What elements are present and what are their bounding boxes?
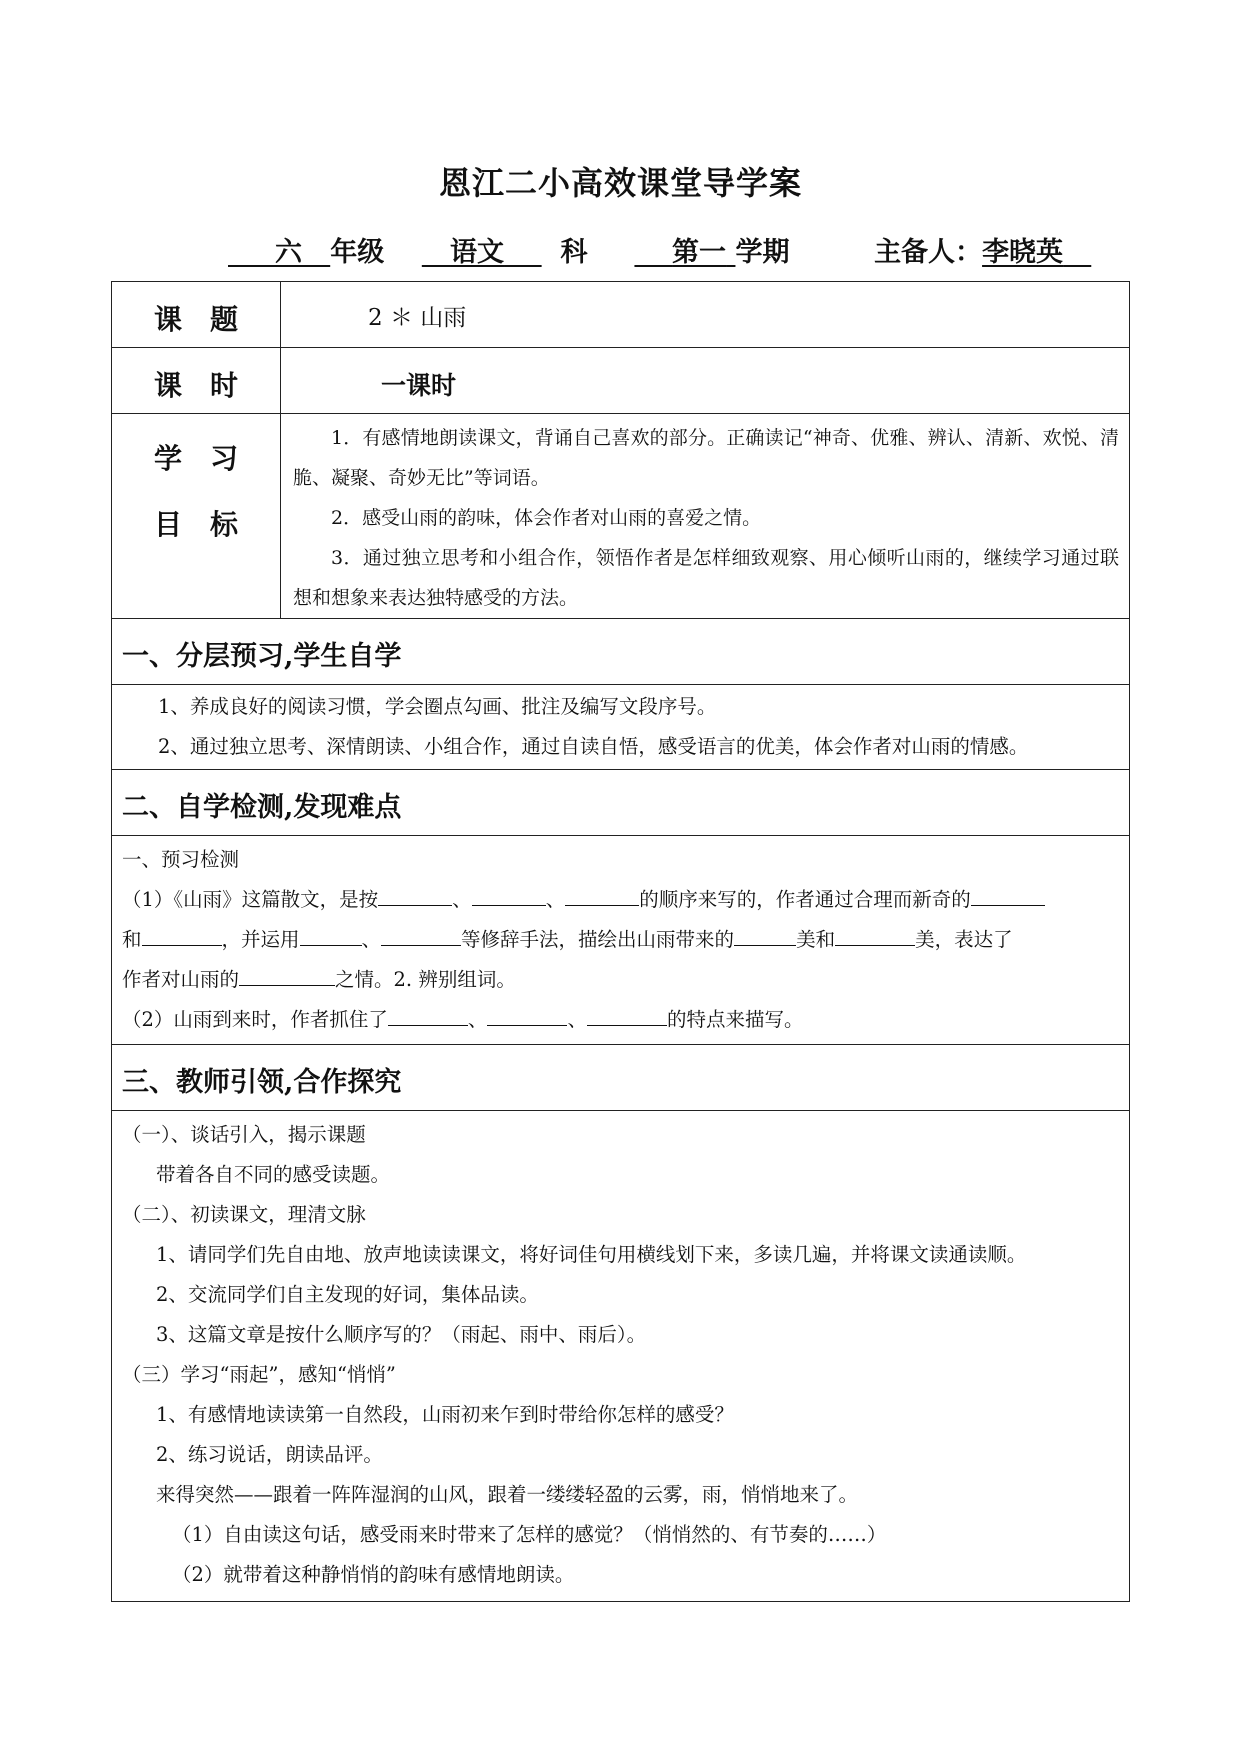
period-value-cell bbox=[281, 348, 1130, 414]
list-item: 1、请同学们先自由地、放声地读读课文，将好词佳句用横线划下来，多读几遍，并将课文读通读顺。 bbox=[156, 1243, 1027, 1266]
section1-body-row bbox=[112, 685, 1130, 770]
section1-heading-row bbox=[112, 619, 1130, 685]
term-value: 第一 bbox=[672, 237, 727, 268]
question-1-cont: 和 ，并运用 、 等修辞手法，描绘出山雨带来的 美和 美，表达了 bbox=[122, 920, 1119, 960]
list-item: 2、练习说话，朗读品评。 bbox=[156, 1443, 383, 1466]
learning-goals bbox=[281, 414, 1129, 618]
answer-blank[interactable] bbox=[472, 883, 546, 906]
grade-value: 六 bbox=[275, 237, 302, 268]
period-label-cell bbox=[112, 348, 281, 414]
list-item: （三）学习“雨起”，感知“悄悄” bbox=[122, 1363, 396, 1386]
lesson-topic: 2 ＊ 山雨 bbox=[368, 305, 467, 331]
goals-label-cell bbox=[112, 414, 281, 619]
goal-item: 1．有感情地朗读课文，背诵自己喜欢的部分。正确读记“神奇、优雅、辨认、清新、欢悦、清脆、凝聚、奇妙无比”等词语。 bbox=[293, 427, 1119, 489]
section1-body-cell bbox=[112, 685, 1130, 770]
answer-blank[interactable] bbox=[587, 1003, 667, 1026]
goals-label-2: 目标 bbox=[153, 508, 266, 541]
question-1-end: 作者对山雨的 之情。2. 辨别组词。 bbox=[122, 960, 1119, 1000]
section1-heading: 一、分层预习,学生自学 bbox=[122, 641, 402, 672]
answer-blank[interactable] bbox=[239, 963, 335, 986]
section1-heading-cell bbox=[112, 619, 1130, 685]
course-info-line bbox=[228, 230, 1091, 269]
section3-heading-cell bbox=[112, 1045, 1130, 1111]
page-title: 恩江二小高效课堂导学案 bbox=[438, 164, 802, 202]
list-item: 来得突然——跟着一阵阵湿润的山风，跟着一缕缕轻盈的云雾，雨，悄悄地来了。 bbox=[156, 1483, 859, 1506]
goal-item: 3．通过独立思考和小组合作，领悟作者是怎样细致观察、用心倾听山雨的，继续学习通过联想和想象来表达独特感受的方法。 bbox=[293, 547, 1119, 609]
answer-blank[interactable] bbox=[487, 1003, 567, 1026]
section3-heading-row bbox=[112, 1045, 1130, 1111]
topic-value-cell bbox=[281, 282, 1130, 348]
list-item: （二）、初读课文，理清文脉 bbox=[122, 1203, 366, 1226]
answer-blank[interactable] bbox=[835, 923, 915, 946]
term-label: 学期 bbox=[735, 237, 790, 268]
answer-blank[interactable] bbox=[378, 883, 452, 906]
list-item: 1、养成良好的阅读习惯，学会圈点勾画、批注及编写文段序号。 bbox=[158, 695, 717, 718]
goals-row bbox=[112, 414, 1130, 619]
answer-blank[interactable] bbox=[971, 883, 1045, 906]
author-label: 主备人： bbox=[874, 237, 983, 268]
goals-cell bbox=[281, 414, 1130, 619]
period-label: 课时 bbox=[153, 369, 266, 402]
section2-heading: 二、自学检测,发现难点 bbox=[122, 792, 402, 823]
list-item: 3、这篇文章是按什么顺序写的？（雨起、雨中、雨后）。 bbox=[156, 1323, 647, 1346]
goals-label-1: 学习 bbox=[153, 442, 266, 475]
section2-body-row bbox=[112, 836, 1130, 1045]
answer-blank[interactable] bbox=[300, 923, 362, 946]
answer-blank[interactable] bbox=[734, 923, 796, 946]
goal-item: 2．感受山雨的韵味，体会作者对山雨的喜爱之情。 bbox=[331, 507, 762, 529]
section3-body-row bbox=[112, 1111, 1130, 1602]
section3-body-cell bbox=[112, 1111, 1130, 1602]
topic-label-cell bbox=[112, 282, 281, 348]
pretest-subheading: 一、预习检测 bbox=[122, 848, 240, 871]
answer-blank[interactable] bbox=[388, 1003, 468, 1026]
period-row bbox=[112, 348, 1130, 414]
list-item: 带着各自不同的感受读题。 bbox=[156, 1163, 391, 1186]
section2-heading-row bbox=[112, 770, 1130, 836]
list-item: （1）自由读这句话，感受雨来时带来了怎样的感觉？（悄悄然的、有节奏的……） bbox=[172, 1523, 887, 1546]
section3-heading: 三、教师引领,合作探究 bbox=[122, 1067, 402, 1098]
author-value: 李晓英 bbox=[982, 237, 1064, 268]
subject-label: 科 bbox=[560, 237, 588, 268]
grade-label: 年级 bbox=[330, 237, 385, 268]
section2-heading-cell bbox=[112, 770, 1130, 836]
list-item: 2、交流同学们自主发现的好词，集体品读。 bbox=[156, 1283, 539, 1306]
answer-blank[interactable] bbox=[381, 923, 461, 946]
list-item: （2）就带着这种静悄悄的韵味有感情地朗读。 bbox=[172, 1563, 575, 1586]
topic-label: 课题 bbox=[153, 303, 266, 336]
answer-blank[interactable] bbox=[142, 923, 222, 946]
topic-row bbox=[112, 282, 1130, 348]
answer-blank[interactable] bbox=[565, 883, 639, 906]
list-item: （一）、谈话引入，揭示课题 bbox=[122, 1123, 366, 1146]
subject-value: 语文 bbox=[450, 237, 505, 268]
lesson-plan-table bbox=[111, 281, 1130, 1602]
question-2: （2）山雨到来时，作者抓住了 、 、 的特点来描写。 bbox=[122, 1000, 1119, 1040]
list-item: 2、通过独立思考、深情朗读、小组合作，通过自读自悟，感受语言的优美，体会作者对山雨的情感。 bbox=[158, 735, 1029, 758]
list-item: 1、有感情地读读第一自然段，山雨初来乍到时带给你怎样的感受？ bbox=[156, 1403, 734, 1426]
question-1: （1）《山雨》这篇散文，是按 、 、 的顺序来写的，作者通过合理而新奇的 bbox=[122, 880, 1119, 920]
lesson-period: 一课时 bbox=[381, 371, 457, 400]
section2-body-cell bbox=[112, 836, 1130, 1045]
